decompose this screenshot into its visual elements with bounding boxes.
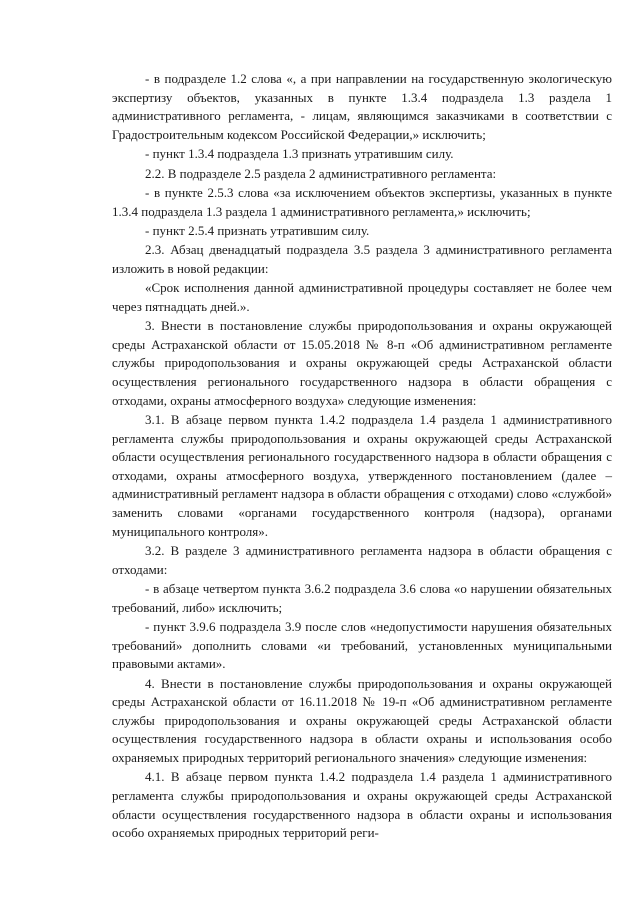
paragraph-item-2-5-4: - пункт 2.5.4 признать утратившим силу. (145, 222, 370, 238)
paragraph-3-2: 3.2. В разделе 3 административного регламента надзора в области обращения с отходами: (112, 543, 612, 577)
paragraph-4-1: 4.1. В абзаце первом пункта 1.4.2 подраздела 1.4 раздела 1 административного регламента службы природопользования и охраны окружающей среды Астраханской области осуществления государственного надзора в области охраны и использования особо охраняемых природных территорий реги- (112, 769, 612, 841)
paragraph-3: 3. Внести в постановление службы природопользования и охраны окружающей среды Астраханской области от 15.05.2018 № 8-п «Об административном регламенте службы природопользования и охраны окружающей среды Астраханской области осуществления регионального государственного надзора в области обращения с отходами, охраны атмосферного воздуха» следующие изменения: (112, 318, 612, 408)
paragraph-item-3-6-2: - в абзаце четвертом пункта 3.6.2 подраздела 3.6 слова «о нарушении обязательных требований, либо» исключить; (112, 581, 612, 615)
paragraph-3-1: 3.1. В абзаце первом пункта 1.4.2 подраздела 1.4 раздела 1 административного регламента службы природопользования и охраны окружающей среды Астраханской области осуществления регионального государственного надзора в области обращения с отходами, охраны атмосферного воздуха, утвержденного постановлением (далее – административный регламент надзора в области обращения с отходами) слово «службой» заменить словами «органами государственного контроля (надзора), органами муниципального контроля». (112, 412, 612, 539)
paragraph-4: 4. Внести в постановление службы природопользования и охраны окружающей среды Астраханской области от 16.11.2018 № 19-п «Об административном регламенте службы природопользования и охраны окружающей среды Астраханской области осуществления государственного надзора в области охраны и использования особо охраняемых природных территорий регионального значения» следующие изменения: (112, 675, 612, 765)
paragraph-quote-deadline: «Срок исполнения данной административной процедуры составляет не более чем через пятнадцать дней.». (112, 280, 612, 314)
paragraph-item-2-5-3: - в пункте 2.5.3 слова «за исключением объектов экспертизы, указанных в пункте 1.3.4 подраздела 1.3 раздела 1 административного регламента,» исключить; (112, 184, 612, 219)
paragraph-item-3-9-6: - пункт 3.9.6 подраздела 3.9 после слов «недопустимости нарушения обязательных требований» дополнить словами «и требований, установленных муниципальными правовыми актами». (112, 618, 612, 672)
paragraph-2-3: 2.3. Абзац двенадцатый подраздела 3.5 раздела 3 административного регламента изложить в новой редакции: (112, 242, 612, 276)
paragraph-item-1-3-4: - пункт 1.3.4 подраздела 1.3 признать утратившим силу. (145, 146, 454, 162)
paragraph-2-2: 2.2. В подразделе 2.5 раздела 2 административного регламента: (145, 165, 497, 181)
paragraph-subsection-1-2: - в подразделе 1.2 слова «, а при направлении на государственную экологическую экспертизу объектов, указанных в пункте 1.3.4 подраздела 1.3 раздела 1 административного регламента, - лицам, являющимся заказчиками в соответствии с Градостроительным кодексом Российской Федерации,» исключить; (112, 71, 612, 142)
document-body (112, 70, 612, 843)
